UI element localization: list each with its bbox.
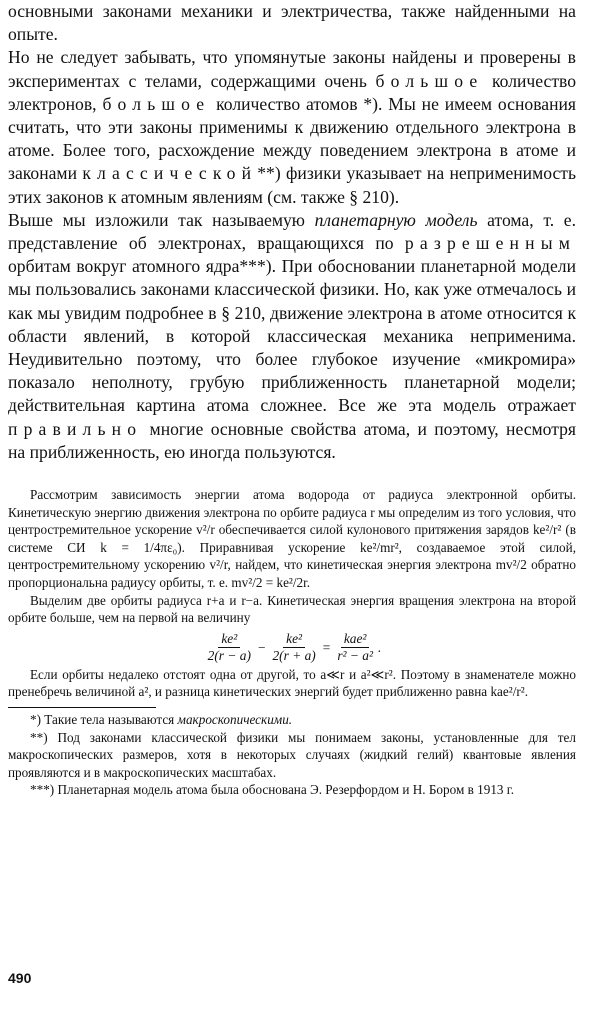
paragraph-text: основными законами механики и электричества, также найденными на опыте. <box>8 1 576 45</box>
text-run: атома, т. е. представление об электронах, вращающихся по <box>8 209 576 254</box>
spaced-emphasis: большое <box>102 93 211 114</box>
fraction-1 <box>205 631 254 664</box>
footnote-marker: **) <box>30 729 48 745</box>
fraction-numerator: kae² <box>341 631 370 648</box>
fraction-2 <box>269 631 318 664</box>
minus-sign: − <box>257 639 266 655</box>
text-run: Выше мы изложили так называемую <box>8 209 315 230</box>
spaced-emphasis: разрешенным <box>404 233 576 254</box>
italic-term: планетарную модель <box>314 209 478 230</box>
spaced-emphasis: классической <box>82 163 258 184</box>
footnote-text: Под законами классической физики мы понимаем законы, установленные для тел макроскопических размеров, хотя в некоторых случаях (жидкий гелий) квантовые явления проявляются и в макроскопических масштабах. <box>8 729 576 780</box>
text-run: Но не следует забывать, что упомянутые законы найдены и проверены в экспериментах с телами, содержащими очень <box>8 47 576 91</box>
text-run: **) физики указывает на неприменимость этих законов к атомным явлениям (см. также § 210). <box>8 163 576 207</box>
footnote-marker: ***) <box>30 782 55 798</box>
equals-sign: = <box>322 639 331 655</box>
fraction-numerator: ke² <box>283 631 305 648</box>
main-text <box>8 0 576 464</box>
fraction-denominator: 2(r + a) <box>272 647 316 663</box>
page-number: 490 <box>8 970 32 986</box>
footnote-text: Такие тела называются <box>41 712 178 727</box>
text-run: орбитам вокруг атомного ядра***). При обосновании планетарной модели мы пользовались законами классической физики. Но, как уже отмечалось и как мы увидим подробнее в § 210, движение электрона в атоме относится к области явлений, в которой классическая механика неприменима. Неудивительно поэтому, что более глубокое изучение «микромира» показало неполноту, грубую приближенность планетарной модели; действительная картина атома сложнее. Все же эта модель отражает <box>8 256 576 416</box>
small-paragraph-energy: Рассмотрим зависимость энергии атома водорода от радиуса электронной орбиты. Кинетическую энергию движения электрона по орбите радиуса r мы определим из того условия, что центростремительное ускорение v²/r обеспечивается силой кулонового притяжения зарядов ke²/r² (в системе СИ k = 1/4πε₀). Приравнивая ускорение ke²/mr², создаваемое этой силой, центростремительному ускорению v²/r, найдем, что кинетическая энергия электрона mv²/2 обратно пропорциональна радиусу орбиты, т. е. mv²/2 = ke²/2r. <box>8 487 576 591</box>
footnote-italic: макроскопическими. <box>177 712 293 727</box>
fraction-denominator: 2(r − a) <box>207 647 251 663</box>
text-run: количество атомов *). Мы не имеем основания считать, что эти законы применимы к движению отдельного электрона в атоме. Более того, расхождение между поведением электрона в атоме и законами <box>8 93 576 184</box>
footnotes <box>8 711 576 799</box>
fraction-denominator: r² − a² <box>337 647 373 663</box>
footnote-divider <box>8 707 156 708</box>
footnote-marker: *) <box>30 712 41 727</box>
spaced-emphasis: правильно <box>8 418 143 439</box>
fraction-3 <box>334 631 376 664</box>
paragraph-laws-limits <box>8 46 576 208</box>
spaced-emphasis: большое <box>375 70 484 91</box>
footnote-text: Планетарная модель атома была обоснована Э. Резерфордом и Н. Бором в 1913 г. <box>54 782 515 798</box>
energy-difference-formula <box>8 631 576 664</box>
small-paragraph-two-orbits: Выделим две орбиты радиуса r+a и r−a. Кинетическая энергия вращения электрона на второй орбите больше, чем на первой на величину <box>8 592 576 626</box>
formula-period: . <box>377 639 382 655</box>
small-print-section <box>8 486 576 701</box>
fraction-numerator: ke² <box>218 631 240 648</box>
small-paragraph-approximation: Если орбиты недалеко отстоят одна от другой, то a≪r и a²≪r². Поэтому в знаменателе можно пренебречь величиной a², и разница кинетических энергий будет приближенно равна kae²/r². <box>8 666 576 700</box>
paragraph-planetary-model <box>8 209 576 464</box>
footnote-3 <box>8 781 576 799</box>
paragraph-continuation <box>8 0 576 46</box>
footnote-1 <box>8 711 576 729</box>
book-page <box>8 0 576 799</box>
text-run: количество электронов, <box>8 70 577 114</box>
footnote-2 <box>8 729 576 782</box>
text-run: многие основные свойства атома, и поэтому, несмотря на приближенность, ею иногда пользуются. <box>8 418 576 462</box>
